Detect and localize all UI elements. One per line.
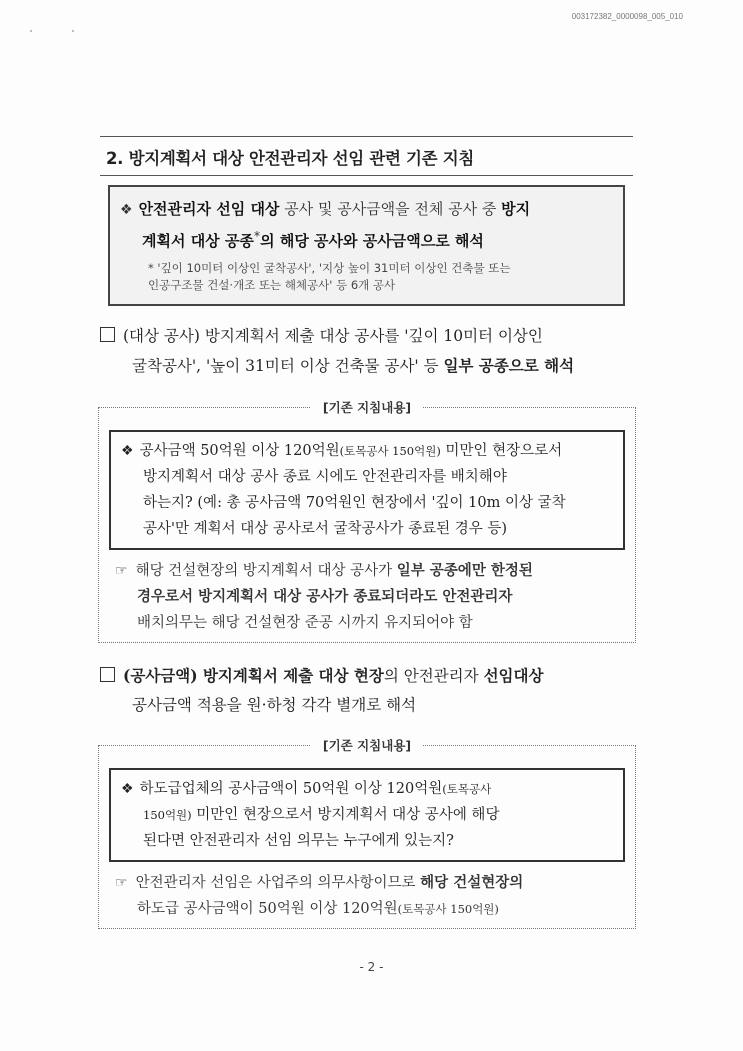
question-box (109, 430, 625, 550)
panel-title: [기존 지침내용] (311, 398, 423, 416)
page-number: - 2 - (359, 960, 384, 974)
guideline-panel-2 (98, 738, 636, 929)
answer-line1: 안전관리자 선임은 사업주의 의무사항이므로 (135, 875, 421, 891)
summary-note (120, 260, 611, 294)
question-line4: 공사'만 계획서 대상 공사로서 굴착공사가 종료된 경우 등) (143, 521, 508, 537)
item2-line1: 의 안전관리자 (383, 667, 484, 685)
panel-title: [기존 지침내용] (311, 736, 423, 754)
summary-footnote-mark: * (253, 228, 261, 243)
summary-box (108, 185, 625, 306)
question-line1: 공사금액 50억원 이상 120억원 (139, 443, 340, 459)
question-small: (토목공사 (442, 782, 492, 796)
item1-line1: (대상 공사) 방지계획서 제출 대상 공사를 '깊이 10미터 이상인 (123, 327, 543, 345)
item-target-works (100, 322, 640, 381)
question-line2: 미만인 현장으로서 방지계획서 대상 공사에 해당 (191, 807, 500, 823)
diamond-bullet-icon: ❖ (121, 781, 134, 797)
section-heading: 2. 방지계획서 대상 안전관리자 선임 관련 기존 지침 (106, 149, 475, 168)
scan-speck (72, 30, 74, 32)
question-small: (토목공사 150억원) (339, 444, 441, 458)
summary-mid: 공사 및 공사금액을 전체 공사 중 (279, 200, 502, 218)
question-box (109, 768, 625, 862)
question-line3: 된다면 안전관리자 선임 의무는 누구에게 있는지? (143, 833, 454, 849)
item1-line2-bold: 일부 공종으로 해석 (443, 356, 575, 375)
document-id: 003172382_0000098_005_010 (571, 12, 683, 21)
pointing-hand-icon: ☞ (115, 875, 128, 891)
diamond-bullet-icon: ❖ (120, 202, 133, 218)
summary-note-line1: * '깊이 10미터 이상인 굴착공사', '지상 높이 31미터 이상인 건축물 또는 (148, 261, 511, 275)
checkbox-icon (100, 667, 115, 682)
diamond-bullet-icon: ❖ (121, 443, 134, 459)
question-line2: 방지계획서 대상 공사 종료 시에도 안전관리자를 배치해야 (143, 469, 507, 485)
summary-bold-3: 계획서 대상 공종 (142, 232, 254, 250)
answer-line3: 배치의무는 해당 건설현장 준공 시까지 유지되어야 함 (137, 615, 473, 631)
answer-line2-bold: 경우로서 방지계획서 대상 공사가 종료되더라도 안전관리자 (137, 588, 513, 605)
answer-line1: 해당 건설현장의 방지계획서 대상 공사가 (135, 563, 397, 579)
scan-speck (30, 30, 32, 32)
answer-text (109, 862, 625, 922)
question-line1-end: 미만인 현장으로서 (440, 443, 563, 459)
summary-bold-4: 의 해당 공사와 공사금액으로 해석 (260, 232, 484, 250)
item2-line2: 공사금액 적용을 원·하청 각각 별개로 해석 (132, 696, 417, 714)
bottom-rule (100, 175, 633, 176)
answer-line2: 하도급 공사금액이 50억원 이상 120억원 (137, 901, 398, 917)
summary-bold-1: 안전관리자 선임 대상 (138, 200, 280, 218)
question-line1: 하도급업체의 공사금액이 50억원 이상 120억원 (139, 781, 443, 797)
guideline-panel-1 (98, 400, 636, 643)
item2-line1-bold-end: 선임대상 (483, 666, 544, 685)
item2-line1-bold: (공사금액) 방지계획서 제출 대상 현장 (123, 666, 384, 685)
item-contract-amount (100, 661, 640, 720)
question-small-2: 150억원) (143, 808, 192, 822)
answer-line1-bold: 해당 건설현장의 (420, 874, 524, 891)
summary-bold-2: 방지 (501, 200, 531, 218)
answer-text (109, 550, 625, 636)
item1-line2: 굴착공사', '높이 31미터 이상 건축물 공사' 등 (132, 357, 444, 375)
summary-note-line2: 인공구조물 건설·개조 또는 해체공사' 등 6개 공사 (148, 278, 396, 292)
answer-line1-bold: 일부 공종에만 한정된 (396, 562, 533, 579)
summary-text (120, 197, 611, 254)
pointing-hand-icon: ☞ (115, 563, 128, 579)
section-heading-block (100, 136, 633, 176)
answer-small: (토목공사 150억원) (397, 902, 499, 916)
question-line3: 하는지? (예: 총 공사금액 70억원인 현장에서 '깊이 10m 이상 굴착 (143, 495, 566, 511)
checkbox-icon (100, 327, 115, 342)
